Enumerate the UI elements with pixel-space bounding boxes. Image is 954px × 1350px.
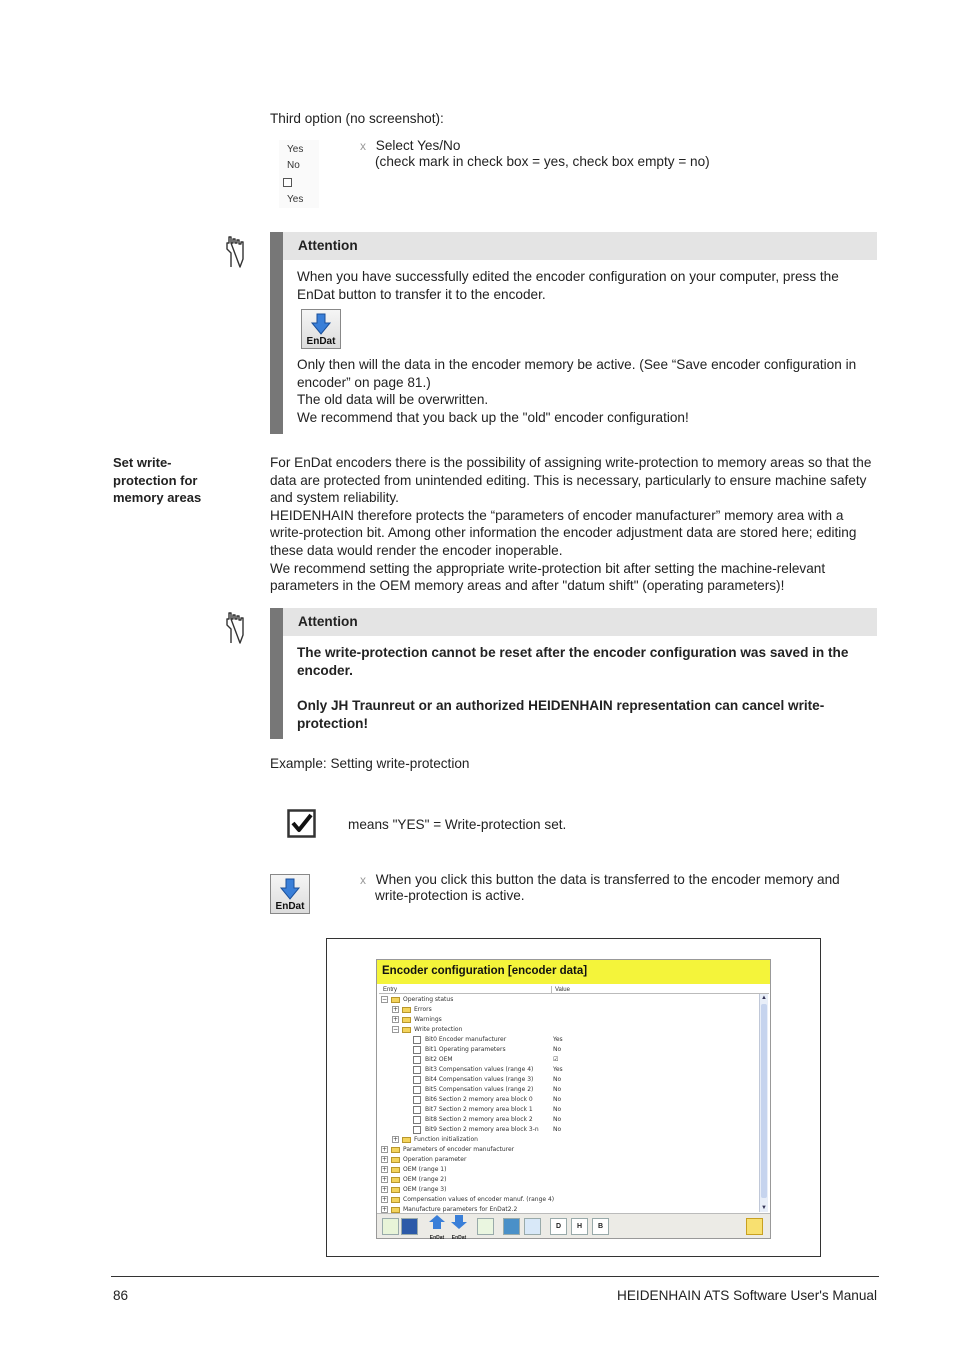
tree-row[interactable] [381,1155,759,1165]
tree-row-label: Bit8 Section 2 memory area block 2 [425,1116,533,1123]
scrollbar-thumb[interactable] [761,1004,767,1198]
section-paragraph-2: HEIDENHAIN therefore protects the “parameters of encoder manufacturer” memory area with a write-protection bit. Among other information the encoder adjustment data are stored here; editing these data would render the encoder inoperable. [270,507,857,558]
screenshot-frame [326,938,821,1257]
tree-row-label: OEM (range 2) [403,1176,447,1183]
down-arrow-icon [310,313,332,335]
section-heading-line2: protection for [113,472,198,488]
folder-icon [391,997,400,1003]
list-icon[interactable] [524,1218,541,1235]
folder-icon [391,1157,400,1163]
endat-label: EnDat [306,336,336,347]
attention-paragraph-2: Only then will the data in the encoder memory be active. (See “Save encoder configuration in encoder” on page 81.) [297,357,857,390]
endat-button-image [301,309,341,349]
column-header-entry[interactable]: Entry [383,987,398,993]
tree-row-label: Manufacture parameters for EnDat2.2 [403,1206,518,1213]
toolbar-endat-label: EnDat [429,1234,445,1241]
edit-icon [413,1116,421,1124]
scroll-up-icon[interactable]: ▲ [761,995,767,1001]
endat-button-image [270,874,310,914]
tree-row-label: Bit9 Section 2 memory area block 3-n [425,1126,539,1133]
tree-row-label: Bit6 Section 2 memory area block 0 [425,1096,533,1103]
down-arrow-icon [279,878,301,900]
tree-row-label: Bit7 Section 2 memory area block 1 [425,1106,533,1113]
folder-icon [391,1147,400,1153]
bullet-select-line1: Select Yes/No [375,138,461,153]
expand-icon[interactable]: + [382,1206,388,1213]
write-endat-button[interactable] [449,1215,469,1241]
tree-row-value[interactable]: No [553,1046,562,1053]
collapse-icon[interactable]: − [382,996,388,1003]
expand-icon[interactable]: + [382,1166,388,1173]
tree-row-label: Bit2 OEM [425,1056,453,1063]
edit-icon [413,1096,421,1104]
tree-row-label: Write protection [414,1026,463,1033]
bottom-toolbar [377,1213,770,1241]
tree-row-label: Bit1 Operating parameters [425,1046,506,1053]
tree-row-value[interactable]: No [553,1096,562,1103]
collapse-icon[interactable]: − [393,1026,399,1033]
folder-icon [391,1177,400,1183]
folder-icon [402,1007,411,1013]
empty-checkbox [283,178,292,187]
expand-icon[interactable]: + [382,1146,388,1153]
bullet-select-line2: (check mark in check box = yes, check box empty = no) [375,154,710,169]
tree-row-label: Parameters of encoder manufacturer [403,1146,515,1153]
bullet-click-line1: When you click this button the data is transferred to the encoder memory and [375,872,840,887]
encoder-config-window [376,959,771,1239]
section-body [270,454,877,595]
tree-row[interactable] [381,1165,759,1175]
example-label: Example: Setting write-protection [270,756,470,771]
tree-row-label: Errors [414,1006,432,1013]
third-option-text: Third option (no screenshot): [270,111,444,126]
save-icon[interactable] [401,1218,418,1235]
expand-icon[interactable]: + [382,1196,388,1203]
tree-row-value[interactable]: No [553,1116,562,1123]
tree-row[interactable] [381,1145,759,1155]
tree-row[interactable] [381,1135,759,1145]
column-header-row [379,986,769,994]
tree-row[interactable] [381,1015,759,1025]
pointing-hand-icon [222,233,248,269]
tree-row-value[interactable]: ☑ [553,1056,559,1063]
tree-row[interactable] [381,1125,759,1135]
edit-icon [413,1066,421,1074]
footer-title: HEIDENHAIN ATS Software User's Manual [617,1288,877,1303]
tree-row[interactable] [381,1105,759,1115]
edit-icon [413,1086,421,1094]
tree-row-label: Warnings [414,1016,442,1023]
attention2-paragraph-2: Only JH Traunreut or an authorized HEIDENHAIN representation can cancel write-protection! [297,698,825,731]
read-endat-button[interactable] [427,1215,447,1241]
check-icon[interactable] [503,1218,520,1235]
tree-row-label: OEM (range 3) [403,1186,447,1193]
tree-row[interactable] [381,1095,759,1105]
tree-row-label: Bit3 Compensation values (range 4) [425,1066,534,1073]
tree-row[interactable] [381,1185,759,1195]
tree-row[interactable] [381,1175,759,1185]
attention-paragraph-1: When you have successfully edited the encoder configuration on your computer, press the EnDat button to transfer it to the encoder. [297,269,839,302]
tree-row[interactable] [381,1045,759,1055]
toolbar-endat-label: EnDat [451,1234,467,1241]
tree-row-label: Operation parameter [403,1156,467,1163]
section-paragraph-3: We recommend setting the appropriate write-protection bit after setting the machine-relevant parameters in the OEM memory areas and after "datum shift" (operating parameters)! [270,560,826,594]
attention2-paragraph-1: The write-protection cannot be reset after the encoder configuration was saved in the encoder. [297,645,849,678]
tree-row-label: Compensation values of encoder manuf. (range 4) [403,1196,555,1203]
tree-row[interactable] [381,1115,759,1125]
tree-row[interactable] [381,995,759,1005]
tree-row-value[interactable]: No [553,1086,562,1093]
expand-icon[interactable]: + [393,1016,399,1023]
checked-checkbox-icon [287,809,317,839]
tree-row-label: Bit5 Compensation values (range 2) [425,1086,534,1093]
tree-row[interactable] [381,1005,759,1015]
expand-icon[interactable]: + [382,1176,388,1183]
edit-icon [413,1036,421,1044]
tree-row-value[interactable]: No [553,1106,562,1113]
tree-row[interactable] [381,1055,759,1065]
exit-icon[interactable] [746,1218,763,1235]
attention-bar [270,232,283,434]
expand-icon[interactable]: + [393,1136,399,1143]
tree-row-label: Operating status [403,996,454,1003]
view-b-button[interactable]: B [592,1218,609,1235]
edit-icon [413,1126,421,1134]
tree-row-label: Function initialization [414,1136,478,1143]
attention-paragraph-3: The old data will be overwritten. [297,392,489,407]
attention-paragraph-4: We recommend that you back up the "old" encoder configuration! [297,410,689,425]
expand-icon[interactable]: + [382,1156,388,1163]
entry-tree [381,995,759,1215]
page-number: 86 [113,1288,129,1303]
tree-row-label: Bit4 Compensation values (range 3) [425,1076,534,1083]
up-arrow-icon [427,1215,447,1230]
bullet-click-line2: write-protection is active. [375,888,525,903]
document-icon[interactable] [477,1218,494,1235]
attention-bar [270,608,283,739]
edit-icon [413,1106,421,1114]
folder-icon [402,1137,411,1143]
edit-icon [413,1076,421,1084]
folder-icon [402,1027,411,1033]
yesno-option-yes-2: Yes [287,194,304,205]
checkbox-meaning: means "YES" = Write-protection set. [348,817,567,832]
expand-icon[interactable]: + [393,1006,399,1013]
section-heading-line3: memory areas [113,490,202,506]
view-d-button[interactable]: D [550,1218,567,1235]
edit-icon [413,1056,421,1064]
tree-row-value[interactable]: No [553,1126,562,1133]
attention-header: Attention [283,232,877,260]
yesno-option-no: No [287,160,300,171]
pointing-hand-icon [222,609,248,645]
tree-row-value[interactable]: Yes [553,1066,563,1073]
tree-row[interactable] [381,1035,759,1045]
edit-icon [413,1046,421,1054]
section-heading-line1: Set write- [113,455,172,470]
folder-icon [391,1167,400,1173]
footer-rule [111,1276,879,1277]
tree-row-value[interactable]: Yes [553,1036,563,1043]
folder-icon [391,1197,400,1203]
tree-row[interactable] [381,1025,759,1035]
section-heading [113,454,201,507]
attention-header: Attention [283,608,877,636]
tree-row-label: Bit0 Encoder manufacturer [425,1036,507,1043]
folder-icon [402,1017,411,1023]
yesno-example-image [279,140,319,208]
yesno-option-yes: Yes [287,144,304,155]
bullet-marker: x [360,139,366,153]
column-header-value[interactable]: Value [551,986,570,994]
section-paragraph-1: For EnDat encoders there is the possibility of assigning write-protection to memory areas so that the data are protected from unintended editing. This is necessary, particularly to ensure machine safety and system reliability. [270,455,872,506]
window-titlebar: Encoder configuration [encoder data] [377,960,770,984]
tree-row-label: OEM (range 1) [403,1166,447,1173]
tree-row[interactable] [381,1065,759,1075]
tree-row[interactable] [381,1075,759,1085]
tree-row[interactable] [381,1085,759,1095]
tree-row-value[interactable]: No [553,1076,562,1083]
scroll-down-icon[interactable]: ▼ [761,1205,767,1211]
vertical-scrollbar[interactable] [759,994,768,1212]
open-icon[interactable] [382,1218,399,1235]
tree-row[interactable] [381,1195,759,1205]
folder-icon [391,1187,400,1193]
view-h-button[interactable]: H [571,1218,588,1235]
down-arrow-icon [449,1215,469,1230]
expand-icon[interactable]: + [382,1186,388,1193]
endat-label: EnDat [275,901,305,912]
bullet-marker: x [360,873,366,887]
